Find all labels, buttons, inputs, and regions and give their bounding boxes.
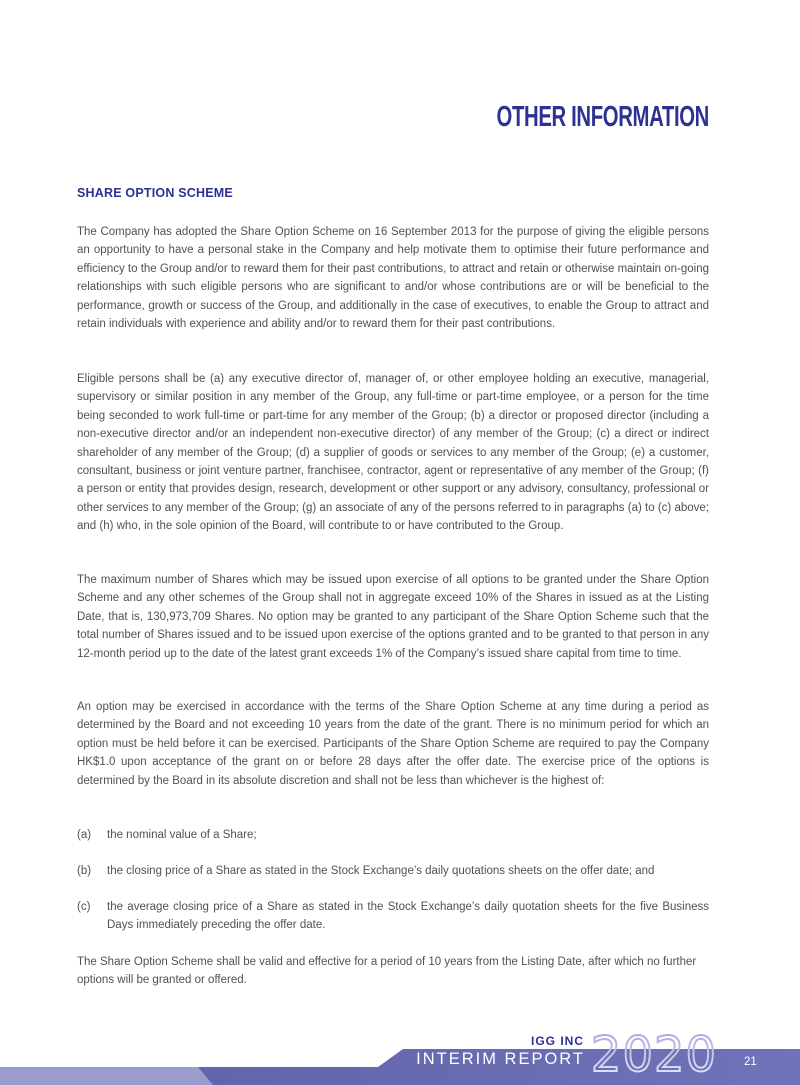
paragraph: The Share Option Scheme shall be valid and effective for a period of 10 years from the Listing Date, after which no further options will be granted or offered.	[77, 956, 697, 987]
list-item-text: the nominal value of a Share;	[107, 829, 257, 841]
report-title: INTERIM REPORT	[416, 1050, 585, 1068]
paragraph: Eligible persons shall be (a) any executive director of, manager of, or other employee holding an executive, managerial, supervisory or similar position in any member of the Group, any full-time or part-time employee, or a person for the time being seconded to work full-time or part-time for any member of the Group; (b) a director or proposed director (including a non-executive director and/or an independent non-executive director) of any member of the Group; (c) a direct or indirect shareholder of any member of the Group; (d) a supplier of goods or services to any member of the Group; (e) a customer, consultant, business or joint venture partner, franchisee, contractor, agent or representative of any member of the Group; (f) a person or entity that provides design, research, development or other support or any advisory, consultancy, professional or other services to any member of the Group; (g) an associate of any of the persons referred to in paragraphs (a) to (c) above; and (h) who, in the sole opinion of the Board, will contribute to or have contributed to the Group.	[77, 373, 709, 533]
list-marker: (a)	[77, 829, 92, 841]
list-marker: (c)	[77, 901, 91, 913]
paragraph: An option may be exercised in accordance with the terms of the Share Option Scheme at any time during a period as determined by the Board and not exceeding 10 years from the date of the grant. There is no minimum period for which an option must be held before it can be exercised. Participants of the Share Option Scheme are required to pay the Company HK$1.0 upon acceptance of the grant on or before 28 days after the offer date. The exercise price of the options is determined by the Board in its absolute discretion and shall not be less than whichever is the highest of:	[77, 701, 709, 787]
page-title: OTHER INFORMATION	[496, 101, 709, 133]
company-name: IGG INC	[530, 1034, 584, 1048]
paragraph: The maximum number of Shares which may be issued upon exercise of all options to be granted under the Share Option Scheme and any other schemes of the Group shall not in aggregate exceed 10% of the Shares in issued as at the Listing Date, that is, 130,973,709 Shares. No option may be granted to any participant of the Share Option Scheme such that the total number of Shares issued and to be issued upon exercise of the options granted and to be granted to that person in any 12-month period up to the date of the latest grant exceeds 1% of the Company’s issued share capital from time to time.	[77, 574, 709, 660]
list-marker: (b)	[77, 865, 92, 877]
section-heading: SHARE OPTION SCHEME	[77, 186, 233, 200]
list-item	[77, 826, 709, 844]
list-item	[77, 862, 709, 880]
footer-band-highlight	[0, 1067, 213, 1085]
list-item-text: the closing price of a Share as stated in the Stock Exchange’s daily quotations sheets on the offer date; and	[107, 865, 655, 877]
footer-banner	[0, 1028, 800, 1085]
year-logo: 2020	[590, 1028, 718, 1083]
list-item-text: the average closing price of a Share as stated in the Stock Exchange’s daily quotation sheets for the five Business Days immediately preceding the offer date.	[107, 901, 709, 932]
paragraph: The Company has adopted the Share Option Scheme on 16 September 2013 for the purpose of giving the eligible persons an opportunity to have a personal stake in the Company and help motivate them to optimise their future performance and efficiency to the Group and/or to reward them for their past contributions, to attract and retain or otherwise maintain on-going relationships with such eligible persons who are significant to and/or whose contributions are or will be beneficial to the performance, growth or success of the Group, and additionally in the case of executives, to enable the Group to attract and retain individuals with experience and ability and/or to reward them for their past contributions.	[77, 226, 709, 331]
footer-band-graphic	[0, 1028, 800, 1085]
page-number: 21	[744, 1056, 757, 1068]
list-item	[77, 898, 709, 935]
